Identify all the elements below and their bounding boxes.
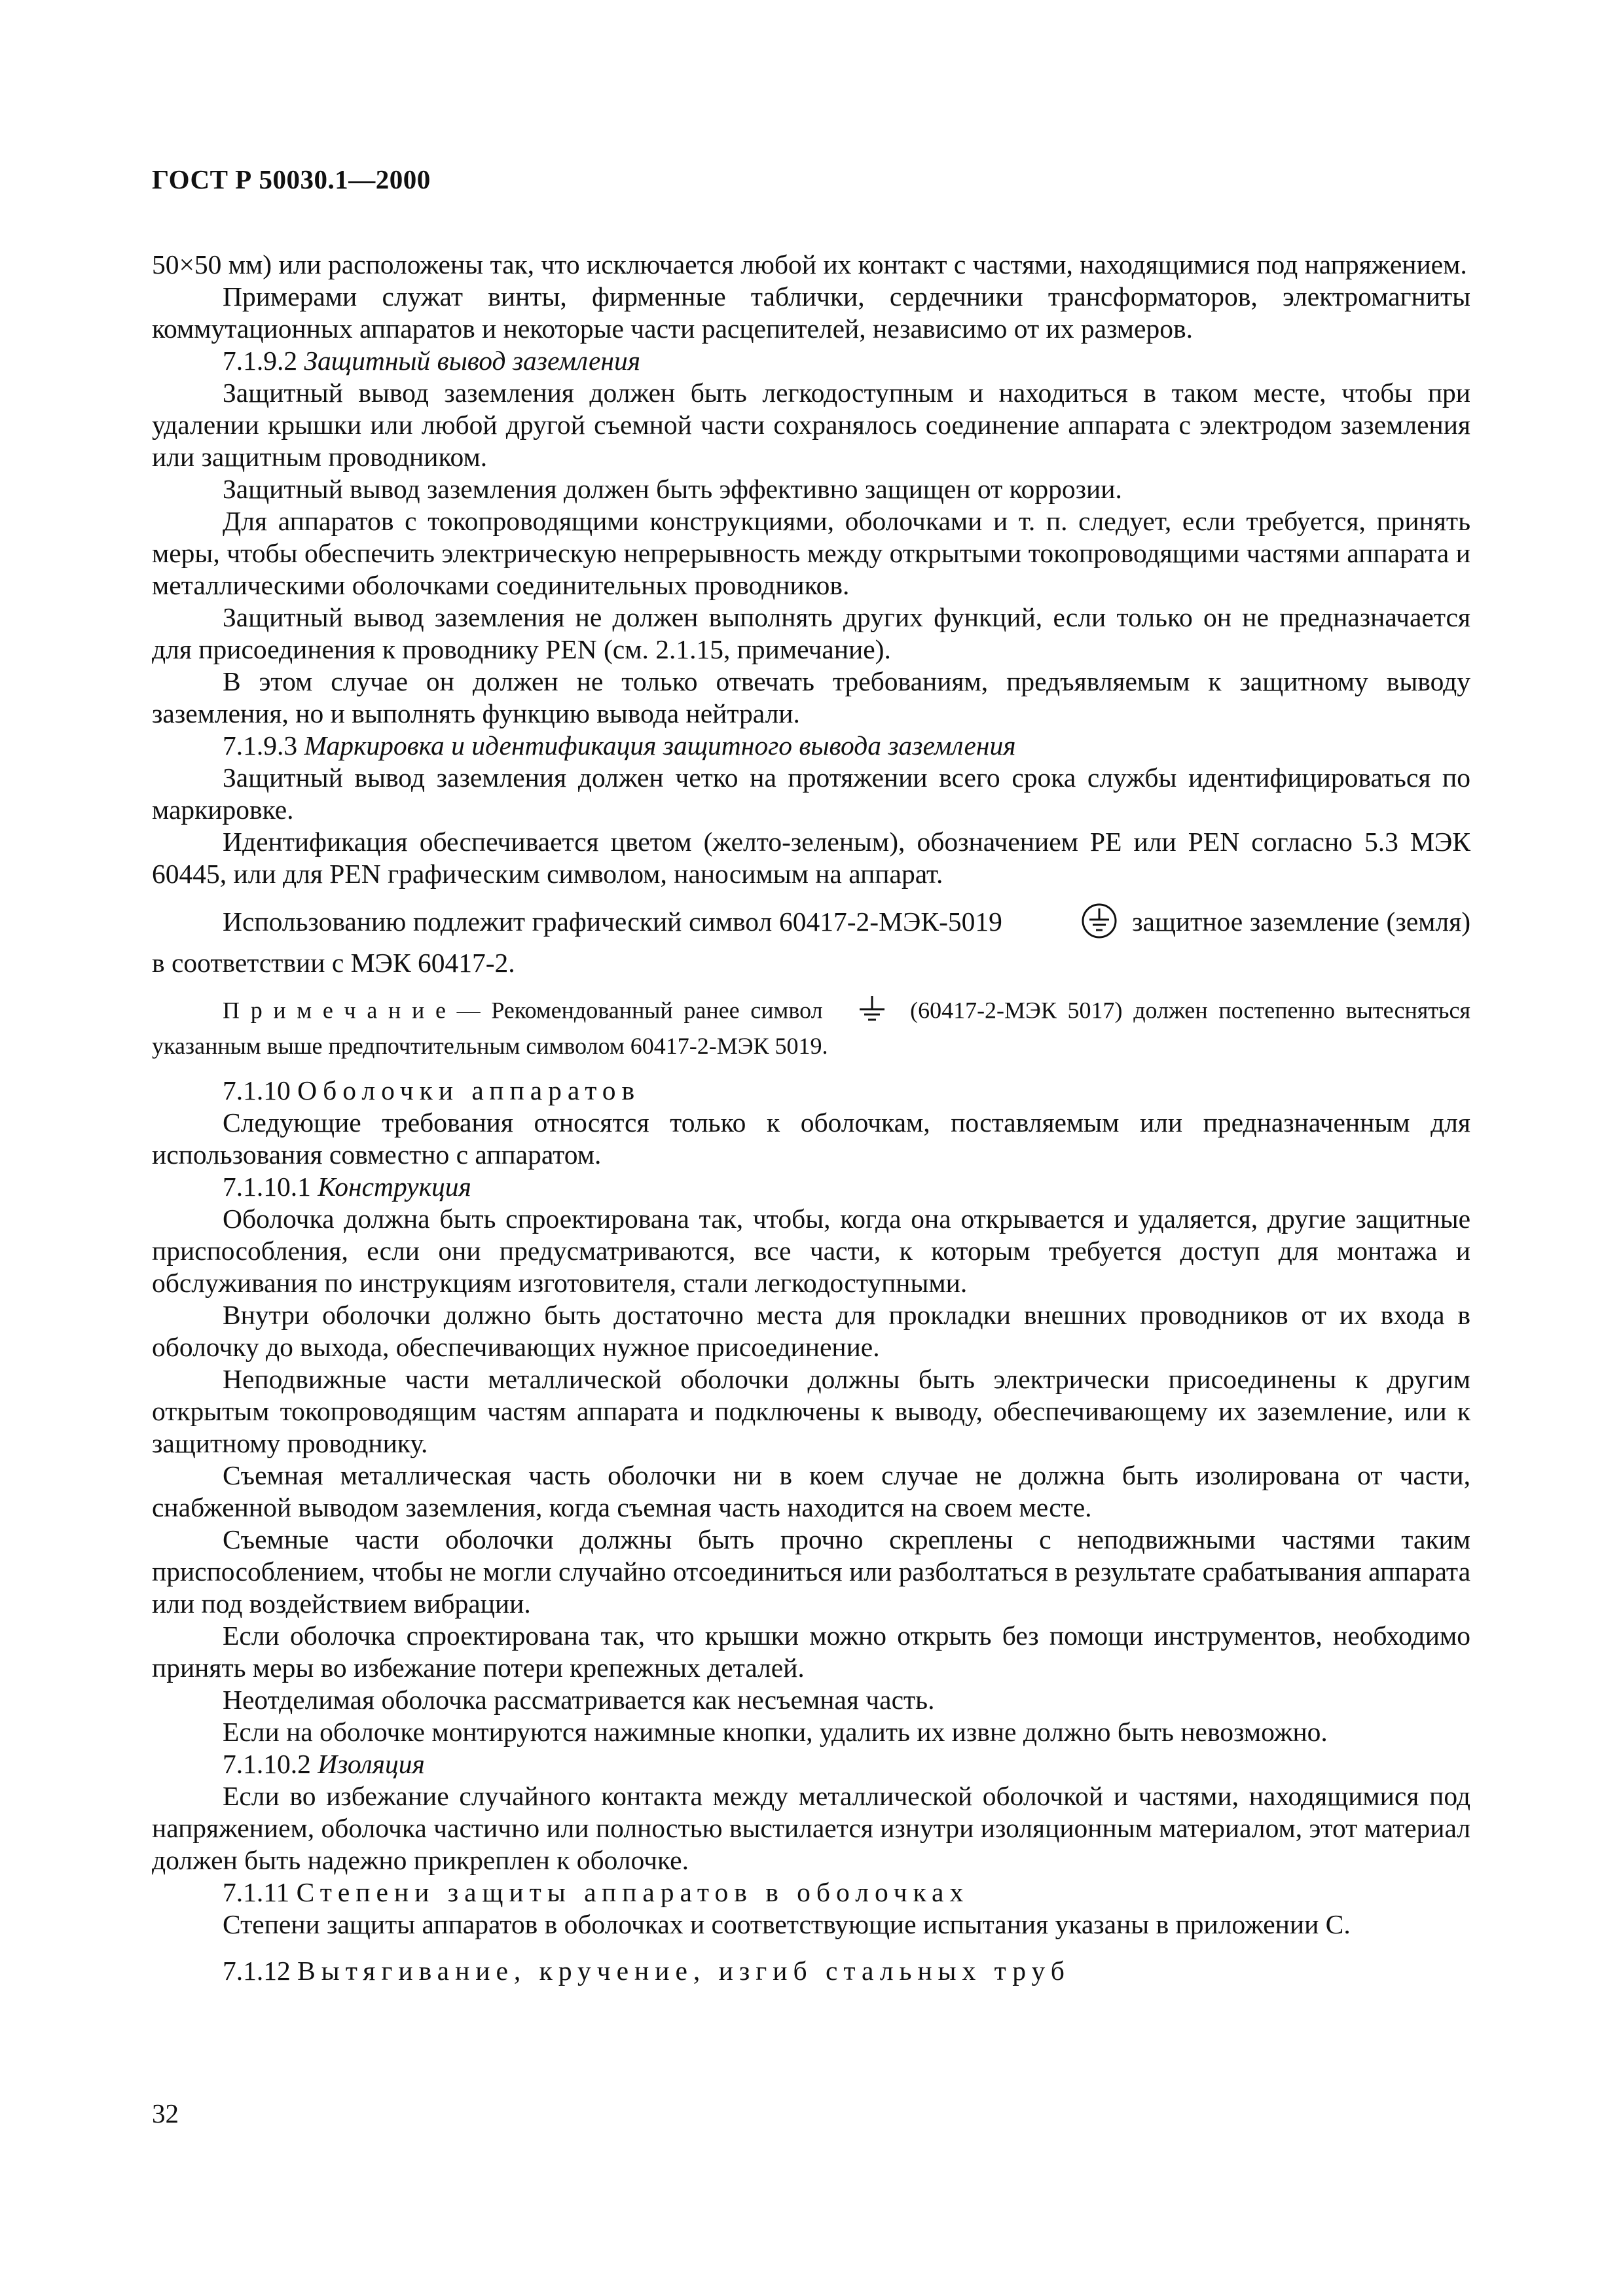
section-number: 7.1.9.3 [223, 730, 298, 761]
paragraph: Примерами служат винты, фирменные таблички, сердечники трансформаторов, электромагниты коммутационных аппаратов и некоторые части расцепителей, независимо от их размеров. [152, 281, 1470, 344]
section-title: Изоляция [318, 1749, 425, 1779]
paragraph: Неподвижные части металлической оболочки должны быть электрически присоединены к другим открытым токопроводящим частям аппарата и подключены к выводу, обеспечивающему их заземление, или к защитному проводнику. [152, 1364, 1470, 1458]
paragraph: Следующие требования относятся только к оболочкам, поставляемым или предназначенным для использования совместно с аппаратом. [152, 1107, 1470, 1170]
document-header: ГОСТ Р 50030.1—2000 [152, 164, 431, 194]
paragraph: Защитный вывод заземления должен четко на протяжении всего срока службы идентифицироваться по маркировке. [152, 762, 1470, 825]
section-title: Конструкция [318, 1172, 471, 1202]
symbol-text-before: Использованию подлежит графический символ 60417-2-МЭК-5019 [223, 906, 1002, 937]
page-number: 32 [152, 2098, 179, 2128]
paragraph: Неотделимая оболочка рассматривается как несъемная часть. [223, 1685, 935, 1715]
symbol-text-after: защитное заземление (земля) в соответствии с МЭК 60417-2. [152, 906, 1471, 978]
paragraph: Если во избежание случайного контакта между металлической оболочкой и частями, находящимися под напряжением, оболочка частично или полностью выстилается изнутри изоляционным материалом, этот материал должен быть надежно прикреплен к оболочке. [152, 1781, 1470, 1875]
section-title: Степени защиты аппаратов в оболочках [296, 1877, 970, 1907]
section-heading [152, 345, 1470, 377]
section-title: Маркировка и идентификация защитного вывода заземления [304, 730, 1016, 761]
paragraph: Внутри оболочки должно быть достаточно места для прокладки внешних проводников от их входа в оболочку до выхода, обеспечивающих нужное присоединение. [152, 1300, 1470, 1362]
paragraph: Защитный вывод заземления должен быть легкодоступным и находиться в таком месте, чтобы при удалении крышки или любой другой съемной части сохранялось соединение аппарата с электродом заземления или защитным проводником. [152, 378, 1470, 472]
paragraph: Защитный вывод заземления не должен выполнять других функций, если только он не предназначается для присоединения к проводнику PEN (см. 2.1.15, примечание). [152, 602, 1470, 664]
paragraph: Если оболочка спроектирована так, что крышки можно открыть без помощи инструментов, необходимо принять меры во избежание потери крепежных деталей. [152, 1621, 1470, 1683]
paragraph: Степени защиты аппаратов в оболочках и соответствующие испытания указаны в приложении С. [223, 1909, 1351, 1939]
paragraph: Съемные части оболочки должны быть прочно скреплены с неподвижными частями таким приспособлением, чтобы не могли случайно отсоединиться или разболтаться в результате срабатывания аппарата или под воздействием вибрации. [152, 1524, 1470, 1619]
paragraph: Защитный вывод заземления должен быть эффективно защищен от коррозии. [223, 474, 1122, 504]
paragraph: Если на оболочке монтируются нажимные кнопки, удалить их извне должно быть невозможно. [223, 1717, 1328, 1747]
section-heading [152, 730, 1470, 762]
protective-earth-icon [1010, 902, 1118, 947]
section-number: 7.1.9.2 [223, 346, 298, 376]
section-heading [152, 1171, 1470, 1203]
section-number: 7.1.10.2 [223, 1749, 311, 1779]
section-number: 7.1.10.1 [223, 1172, 311, 1202]
document-body [152, 249, 1470, 1987]
section-number: 7.1.11 [223, 1877, 290, 1907]
section-heading [152, 1955, 1470, 1987]
section-heading [152, 1075, 1470, 1107]
note-paragraph [152, 994, 1470, 1060]
section-title: Вытягивание, кручение, изгиб стальных труб [297, 1956, 1070, 1986]
section-number: 7.1.10 [223, 1075, 291, 1105]
note-text-before: — Рекомендованный ранее символ [445, 997, 823, 1024]
section-title: Защитный вывод заземления [304, 346, 641, 376]
paragraph: Идентификация обеспечивается цветом (желто-зеленым), обозначением PE или PEN согласно 5.3 МЭК 60445, или для PEN графическим символом, наносимым на аппарат. [152, 827, 1470, 889]
paragraph: Съемная металлическая часть оболочки ни в коем случае не должна быть изолирована от части, снабженной выводом заземления, когда съемная часть находится на своем месте. [152, 1460, 1470, 1522]
section-heading [152, 1876, 1470, 1909]
paragraph: Оболочка должна быть спроектирована так, чтобы, когда она открывается и удаляется, другие защитные приспособления, если они предусматриваются, все части, к которым требуется доступ для монтажа и обслуживания по инструкциям изготовителя, стали легкодоступными. [152, 1204, 1470, 1298]
section-number: 7.1.12 [223, 1956, 291, 1986]
section-heading [152, 1748, 1470, 1780]
note-label: П р и м е ч а н и е [223, 997, 446, 1024]
note-text-after: (60417-2-МЭК 5017) должен постепенно вытесняться указанным выше предпочтительным символом 60417-2-МЭК 5019. [152, 997, 1470, 1059]
paragraph: В этом случае он должен не только отвечать требованиям, предъявляемым к защитному выводу заземления, но и выполнять функцию вывода нейтрали. [152, 666, 1470, 728]
earth-icon [856, 994, 888, 1031]
paragraph: Для аппаратов с токопроводящими конструкциями, оболочками и т. п. следует, если требуется, принять меры, чтобы обеспечить электрическую непрерывность между открытыми токопроводящими частями аппарата и металлическими оболочками соединительных проводников. [152, 506, 1470, 600]
section-title: Оболочки аппаратов [297, 1075, 641, 1105]
symbol-paragraph [152, 902, 1470, 979]
paragraph: 50×50 мм) или расположены так, что исключается любой их контакт с частями, находящимися под напряжением. [152, 249, 1467, 279]
